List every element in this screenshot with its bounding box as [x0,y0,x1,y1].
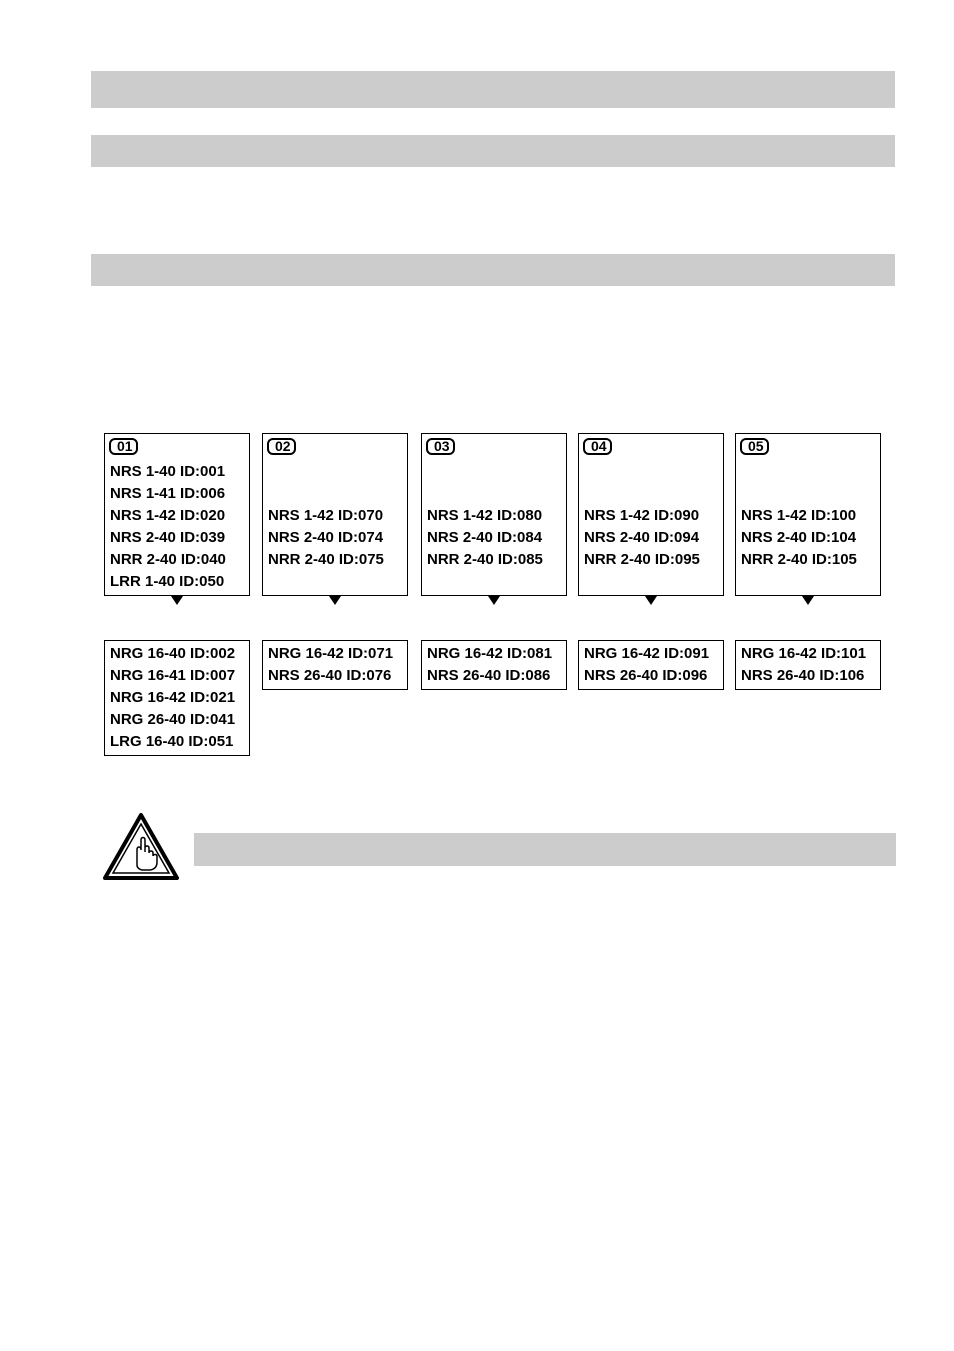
station-entry: NRS 2-40 ID:074 [268,529,384,546]
device-entry: NRG 16-42 ID:091 [584,645,710,662]
station-number-badge: 03 [426,438,455,455]
device-entry: NRG 16-42 ID:021 [110,689,236,706]
station-entry: NRS 1-42 ID:070 [268,507,384,524]
warning-heading-bar [194,833,896,866]
device-entry: NRG 16-42 ID:081 [427,645,553,662]
station-entry: LRR 1-40 ID:050 [110,573,225,590]
station-number-badge: 02 [267,438,296,455]
section-heading-bar-2 [91,135,895,167]
station-entry: NRS 1-41 ID:006 [110,485,226,502]
device-entry: NRG 16-41 ID:007 [110,667,236,684]
device-entry: LRG 16-40 ID:051 [110,733,234,750]
station-entry: NRS 1-42 ID:020 [110,507,226,524]
station-entry: NRR 2-40 ID:085 [427,551,543,568]
station-entry: NRS 2-40 ID:094 [584,529,700,546]
device-entry: NRG 26-40 ID:041 [110,711,236,728]
connected-devices-box-01 [104,640,250,756]
station-number-badge: 04 [583,438,612,455]
station-entry: NRR 2-40 ID:105 [741,551,857,568]
arrow-down-icon [802,596,814,605]
device-entry: NRS 26-40 ID:076 [268,667,392,684]
station-entry: NRS 2-40 ID:104 [741,529,857,546]
device-entry: NRG 16-40 ID:002 [110,645,236,662]
station-entry: NRS 1-42 ID:100 [741,507,857,524]
station-entry: NRS 1-42 ID:090 [584,507,700,524]
station-box-03 [421,433,567,596]
station-box-02 [262,433,408,596]
station-entry: NRR 2-40 ID:075 [268,551,384,568]
device-entry: NRS 26-40 ID:096 [584,667,708,684]
station-entry: NRR 2-40 ID:095 [584,551,700,568]
device-entry: NRG 16-42 ID:101 [741,645,867,662]
section-heading-bar-3 [91,254,895,286]
station-box-01 [104,433,250,596]
arrow-down-icon [171,596,183,605]
section-heading-bar-1 [91,71,895,108]
station-box-04 [578,433,724,596]
station-box-05 [735,433,881,596]
arrow-down-icon [645,596,657,605]
station-entry: NRS 2-40 ID:039 [110,529,226,546]
station-entry: NRS 2-40 ID:084 [427,529,543,546]
connected-devices-box-02 [262,640,408,690]
connected-devices-box-04 [578,640,724,690]
connected-devices-box-05 [735,640,881,690]
device-entry: NRS 26-40 ID:086 [427,667,551,684]
station-entry: NRS 1-40 ID:001 [110,463,226,480]
station-number-badge: 01 [109,438,138,455]
connected-devices-box-03 [421,640,567,690]
station-entry: NRR 2-40 ID:040 [110,551,226,568]
station-entry: NRS 1-42 ID:080 [427,507,543,524]
station-number-badge: 05 [740,438,769,455]
hand-warning-icon [102,812,180,882]
device-entry: NRS 26-40 ID:106 [741,667,865,684]
arrow-down-icon [329,596,341,605]
arrow-down-icon [488,596,500,605]
device-entry: NRG 16-42 ID:071 [268,645,394,662]
